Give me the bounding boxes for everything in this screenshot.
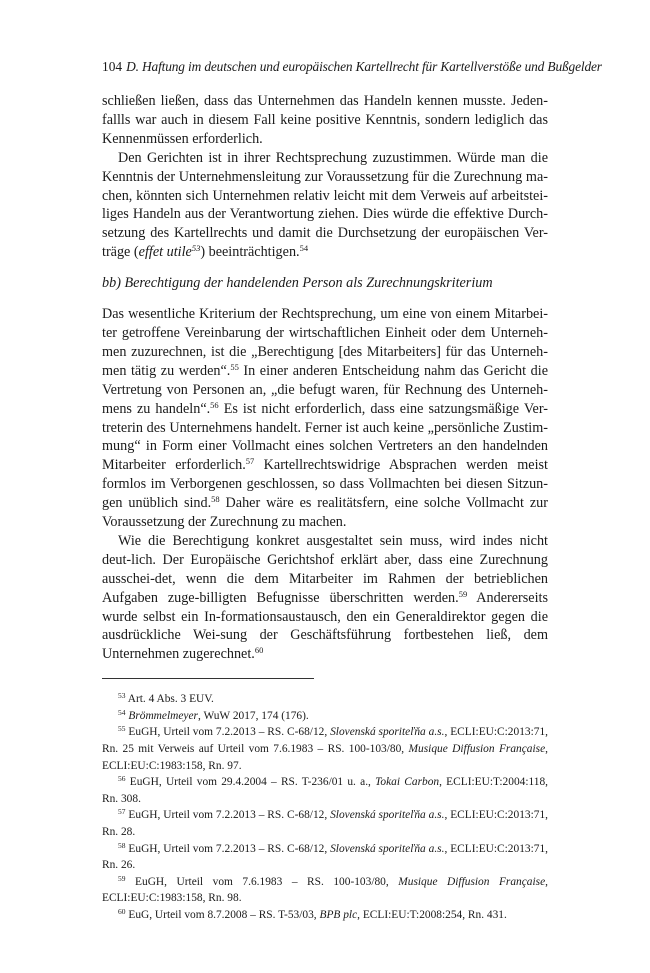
footnote-text: , ECLI:EU:C:1983:158, Rn. 97.: [102, 743, 548, 772]
footnote-text: , ECLI:EU:C:2013:71, Rn. 28.: [102, 809, 548, 839]
footnote-ref-56[interactable]: 56: [210, 399, 219, 410]
footnote-italic-text: Tokai Carbon: [375, 776, 440, 789]
paragraph-3-text-a: Das wesentliche Kriterium der Rechtsprechung, um eine von einem Mitarbei-ter getroffene Vereinbarung der wirtschaftlichen Einheit oder dem Unterneh-men zuzurechnen, ist die „Berechtigung [des Mitarbeiters] für das Unterneh-men tätig zu werden“.: [102, 306, 548, 379]
footnote-text: EuGH, Urteil vom 7.2.2013 – RS. C-68/12,: [128, 842, 331, 855]
page: [102, 58, 602, 924]
footnote-ref-59[interactable]: 59: [458, 588, 468, 599]
footnote-55: [102, 724, 548, 774]
footnote-number: [102, 874, 126, 891]
footnote-56: [102, 774, 548, 807]
footnote-57: [102, 807, 548, 840]
footnote-text: EuGH, Urteil vom 7.6.1983 – RS. 100-103/80,: [135, 875, 399, 888]
footnote-text: , ECLI:EU:C:2013:71, Rn. 25 mit Verweis auf Urteil vom 7.6.1983 – RS. 100-103/80,: [102, 726, 548, 756]
paragraph-3-text-d: Kartellrechtswidrige Absprachen werden meist formlos im Verborgenen geschlossen, so dass Vollmachten bei diesen Sitzun-gen unüblich sind.: [102, 457, 548, 512]
footnote-text: Art. 4 Abs. 3 EUV.: [127, 693, 214, 706]
footnote-number: [102, 807, 126, 824]
footnote-number-label: 53: [118, 691, 126, 701]
footnote-italic-text: Slovenská sporiteľňa a.s.: [330, 842, 445, 855]
paragraph-3-text-c: Es ist nicht erforderlich, dass eine satzungsmäßige Ver-treterin des Unternehmens handelt. Ferner ist auch keine „persönliche Zustim-mung“ in Form einer Vollmacht eines solchen Vertreters an den handelnden Mitarbeiter erforderlich.: [102, 400, 548, 474]
footnote-text: , ECLI:EU:T:2008:254, Rn. 431.: [357, 909, 507, 921]
running-head: [102, 58, 602, 76]
footnote-text: EuGH, Urteil vom 7.2.2013 – RS. C-68/12,: [128, 809, 331, 822]
paragraph-4-text-a: Wie die Berechtigung konkret ausgestaltet sein muss, wird indes nicht deut-lich. Der Europäische Gerichtshof erklärt aber, dass eine Zurechnung ausschei-det, wenn die dem Mitarbeiter im Rahmen der betrieblichen Aufgaben zuge-billigten Befugnisse überschritten werden.: [102, 532, 548, 606]
footnote-text: , ECLI:EU:C:2013:71, Rn. 26.: [102, 842, 548, 872]
footnote-number-label: 60: [118, 907, 126, 916]
footnote-number-label: 56: [118, 774, 126, 784]
paragraph-2-text-b: ) beeinträchtigen.: [200, 244, 300, 261]
footnote-53: [102, 691, 548, 708]
footnote-number: [102, 841, 126, 858]
paragraph-1-text: schließen ließen, dass das Unternehmen das Handeln kennen musste. Jeden-fallls war auch in diesem Fall keine positive Kenntnis, sondern lediglich das Kennenmüssen erforderlich.: [102, 93, 548, 147]
paragraph-3-text-b: In einer anderen Entscheidung nahm das Gericht die Vertretung von Personen an, „die befugt waren, für Rechnung des Unterneh-mens zu handeln“.: [102, 362, 548, 417]
paragraph-2-text-a: Den Gerichten ist in ihrer Rechtsprechung zuzustimmen. Würde man die Kenntnis der Unternehmensleitung zur Voraussetzung für die Zurechnung ma-chen, könnten sich Unternehmen relativ leicht mit dem Verweis auf arbeitstei-liges Handeln aus der Verantwortung ziehen. Dies würde die effektive Durch-setzung des Kartellrechts und damit die Durchsetzung der europäischen Ver-träge (: [102, 149, 548, 261]
footnote-number-label: 55: [118, 724, 126, 734]
footnote-italic-text: Brömmelmeyer: [128, 709, 198, 722]
footnote-text: , ECLI:EU:T:2004:118, Rn. 308.: [102, 776, 549, 805]
footnote-ref-60[interactable]: 60: [254, 645, 264, 656]
paragraph-4-text-b: Andererseits wurde selbst ein In-formationsaustausch, den ein Generaldirektor gegen die ausdrückliche Wei-sung der Geschäftsführung fortbestehen ließ, dem Unternehmen zugerechnet.: [102, 589, 549, 663]
paragraph-3: [102, 305, 548, 532]
paragraph-3-text-e: Daher wäre es realitätsfern, eine solche Vollmacht zur Voraussetzung der Zurechnung zu machen.: [102, 495, 548, 531]
footnote-ref-54[interactable]: 54: [299, 243, 309, 254]
footnote-ref-53[interactable]: 53: [191, 243, 201, 254]
footnote-58: [102, 841, 548, 874]
footnote-italic-text: Slovenská sporiteľňa a.s.: [330, 809, 445, 822]
body-text: [102, 92, 548, 664]
footnote-number-label: 54: [118, 707, 126, 717]
footnote-italic-text: Slovenská sporiteľňa a.s.: [330, 726, 445, 739]
paragraph-4: [102, 532, 548, 664]
footnote-number-label: 57: [118, 807, 126, 817]
footnote-ref-55[interactable]: 55: [230, 361, 239, 372]
footnote-ref-57[interactable]: 57: [245, 456, 255, 467]
footnote-text: EuG, Urteil vom 8.7.2008 – RS. T-53/03,: [128, 909, 320, 921]
footnote-60: [102, 907, 548, 924]
footnote-number: [102, 708, 126, 725]
footnote-italic-text: BPB plc: [319, 909, 358, 921]
footnote-italic-text: Musique Diffusion Française: [408, 743, 546, 756]
footnote-text: EuGH, Urteil vom 29.4.2004 – RS. T-236/01 u. a.,: [129, 776, 376, 789]
footnote-number: [102, 774, 126, 791]
paragraph-1: [102, 92, 548, 149]
paragraph-2: [102, 149, 548, 262]
footnote-59: [102, 874, 548, 907]
footnote-ref-58[interactable]: 58: [211, 494, 220, 505]
footnote-divider: [102, 678, 314, 679]
footnote-text: , WuW 2017, 174 (176).: [197, 709, 309, 722]
page-number: 104: [102, 59, 123, 74]
footnote-number: [102, 691, 126, 708]
footnote-text: , ECLI:EU:C:1983:158, Rn. 98.: [102, 875, 549, 905]
footnote-54: [102, 708, 548, 725]
footnote-text: EuGH, Urteil vom 7.2.2013 – RS. C-68/12,: [128, 726, 331, 739]
footnote-number: [102, 907, 126, 924]
running-title: D. Haftung im deutschen und europäischen Kartellrecht für Kartellverstöße und Bußgelder: [126, 59, 602, 74]
effet-utile-text: effet utile: [138, 244, 192, 261]
footnote-number-label: 58: [118, 840, 126, 850]
footnote-italic-text: Musique Diffusion Française: [398, 875, 546, 888]
section-subheading: bb) Berechtigung der handelenden Person als Zurechnungskriterium: [102, 275, 493, 292]
effet-utile-term: [139, 244, 201, 260]
footnote-number-label: 59: [118, 873, 126, 883]
footnote-number: [102, 724, 126, 741]
footnotes: [102, 691, 548, 923]
